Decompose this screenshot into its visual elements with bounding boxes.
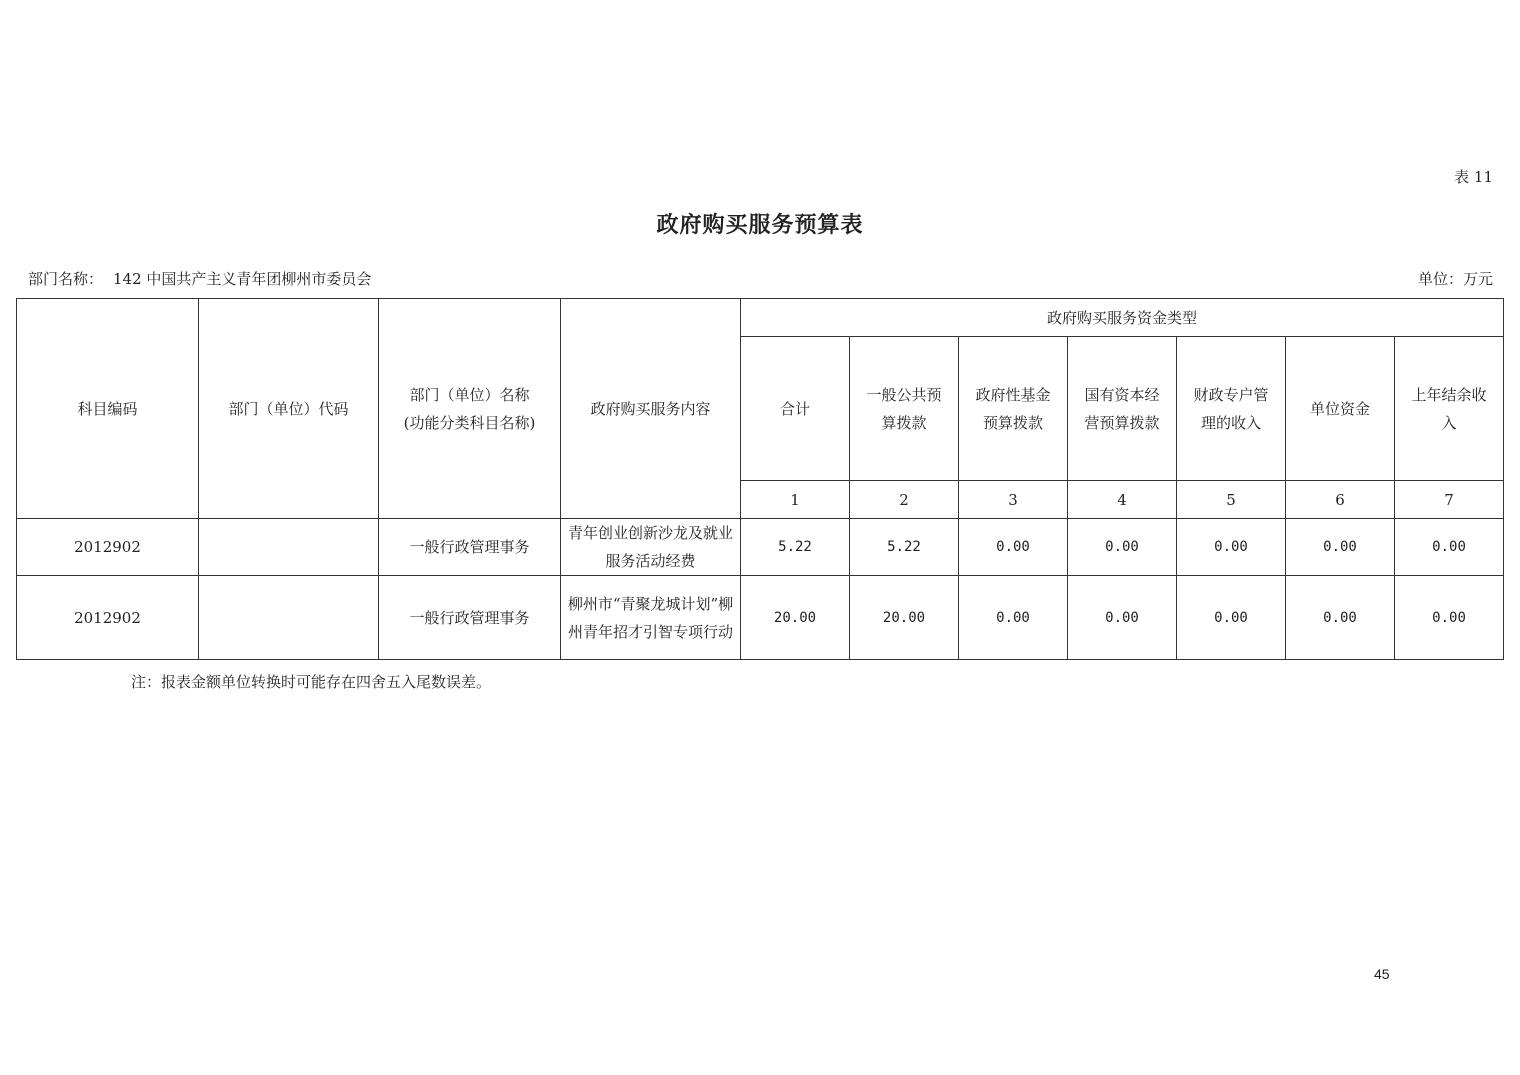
cell-subject-code: 2012902	[17, 519, 199, 576]
department-info	[28, 268, 381, 289]
header-col-5-line1: 财政专户管	[1193, 385, 1269, 404]
header-col-7-line1: 上年结余收	[1411, 385, 1487, 404]
header-col-2-line2: 算拨款	[881, 413, 927, 432]
header-num-3: 3	[959, 481, 1068, 519]
table-row	[17, 576, 1504, 660]
table-row	[17, 519, 1504, 576]
header-num-6: 6	[1286, 481, 1395, 519]
header-col-4	[1068, 337, 1177, 481]
header-col-4-line1: 国有资本经	[1084, 385, 1160, 404]
department-label: 部门名称：	[28, 270, 104, 288]
header-col-7	[1395, 337, 1504, 481]
header-col-5	[1177, 337, 1286, 481]
header-fund-type: 政府购买服务资金类型	[741, 299, 1504, 337]
header-col-6-line1: 单位资金	[1309, 399, 1370, 418]
header-col-1-line1: 合计	[779, 399, 810, 418]
cell-value-2: 5.22	[850, 519, 959, 576]
budget-table	[16, 298, 1504, 660]
cell-content: 青年创业创新沙龙及就业服务活动经费	[561, 519, 741, 576]
cell-dept-code	[199, 576, 379, 660]
cell-value-3: 0.00	[959, 576, 1068, 660]
header-num-1: 1	[741, 481, 850, 519]
page-number: 45	[1374, 966, 1390, 982]
header-num-7: 7	[1395, 481, 1504, 519]
page-title: 政府购买服务预算表	[656, 212, 864, 238]
cell-dept-name: 一般行政管理事务	[379, 576, 561, 660]
cell-value-1: 5.22	[741, 519, 850, 576]
header-num-4: 4	[1068, 481, 1177, 519]
cell-value-7: 0.00	[1395, 519, 1504, 576]
cell-subject-code: 2012902	[17, 576, 199, 660]
cell-value-4: 0.00	[1068, 576, 1177, 660]
cell-value-5: 0.00	[1177, 519, 1286, 576]
header-subject-code: 科目编码	[17, 299, 199, 519]
header-row-1	[17, 299, 1504, 337]
cell-dept-code	[199, 519, 379, 576]
header-col-3-line1: 政府性基金	[975, 385, 1051, 404]
header-col-3-line2: 预算拨款	[982, 413, 1043, 432]
header-col-2-line1: 一般公共预	[866, 385, 942, 404]
header-dept-code: 部门（单位）代码	[199, 299, 379, 519]
header-dept-name-line1: 部门（单位）名称	[409, 385, 530, 404]
cell-value-5: 0.00	[1177, 576, 1286, 660]
cell-value-4: 0.00	[1068, 519, 1177, 576]
header-col-2	[850, 337, 959, 481]
cell-value-1: 20.00	[741, 576, 850, 660]
cell-value-7: 0.00	[1395, 576, 1504, 660]
cell-dept-name: 一般行政管理事务	[379, 519, 561, 576]
header-num-2: 2	[850, 481, 959, 519]
header-num-5: 5	[1177, 481, 1286, 519]
header-col-7-line2: 入	[1441, 413, 1457, 432]
table-number: 表 11	[1454, 168, 1493, 186]
department-name: 142 中国共产主义青年团柳州市委员会	[113, 270, 372, 288]
header-col-5-line2: 理的收入	[1200, 413, 1261, 432]
header-dept-name-line2: (功能分类科目名称)	[403, 413, 536, 432]
header-col-3	[959, 337, 1068, 481]
cell-content: 柳州市“青聚龙城计划”柳州青年招才引智专项行动	[561, 576, 741, 660]
header-dept-name	[379, 299, 561, 519]
cell-value-2: 20.00	[850, 576, 959, 660]
cell-value-6: 0.00	[1286, 519, 1395, 576]
header-col-4-line2: 营预算拨款	[1084, 413, 1160, 432]
cell-value-6: 0.00	[1286, 576, 1395, 660]
header-col-6	[1286, 337, 1395, 481]
header-col-1	[741, 337, 850, 481]
cell-value-3: 0.00	[959, 519, 1068, 576]
footnote: 注：报表金额单位转换时可能存在四舍五入尾数误差。	[131, 673, 492, 691]
header-content: 政府购买服务内容	[561, 299, 741, 519]
unit-label: 单位：万元	[1417, 270, 1493, 288]
